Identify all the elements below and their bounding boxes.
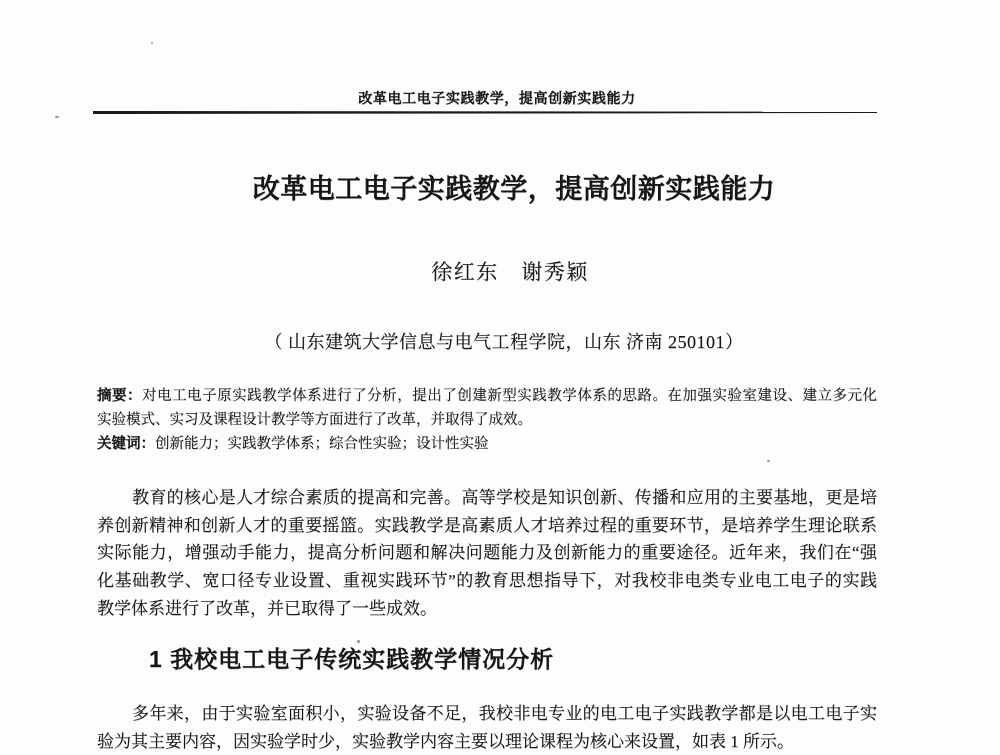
text-line: 化基础教学、宽口径专业设置、重视实践环节”的教育思想指导下，对我校非电类专业电工电子的实践 [97, 571, 877, 591]
running-header: 改革电工电子实践教学，提高创新实践能力 [358, 90, 636, 106]
text-line: 教育的核心是人才综合素质的提高和完善。高等学校是知识创新、传播和应用的主要基地，更是培 [132, 488, 877, 507]
scan-speck [55, 116, 59, 118]
text-line: 实际能力，增强动手能力，提高分析问题和解决问题能力及创新能力的重要途径。近年来，我们在“强 [97, 543, 877, 563]
scan-speck [357, 640, 360, 643]
keywords-line [97, 432, 877, 456]
intro-paragraph [97, 484, 877, 623]
section1-heading: 1 我校电工电子传统实践教学情况分析 [149, 646, 555, 672]
keywords-label: 关键词： [97, 436, 155, 452]
header-rule [93, 111, 877, 114]
text-line: 教学体系进行了改革，并已取得了一些成效。 [97, 598, 437, 618]
text-line: 摘要：对电工电子原实践教学体系进行了分析，提出了创建新型实践教学体系的思路。在加强实验室建设、建立多元化 [97, 388, 877, 404]
authors: 徐红东 谢秀颖 [431, 260, 589, 284]
affiliation: （ 山东建筑大学信息与电气工程学院，山东 济南 250101） [264, 332, 744, 352]
abstract-block [97, 384, 877, 456]
text-line: 多年来，由于实验室面积小，实验设备不足，我校非电专业的电工电子实践教学都是以电工电子实 [132, 704, 877, 723]
abstract-text [97, 384, 877, 432]
scan-speck [767, 460, 770, 462]
text-line: 养创新精神和创新人才的重要摇篮。实践教学是高素质人才培养过程的重要环节，是培养学生理论联系 [97, 515, 877, 535]
scan-speck [151, 42, 153, 44]
abstract-label: 摘要： [97, 388, 143, 404]
keywords-text: 创新能力；实践教学体系；综合性实验；设计性实验 [155, 436, 489, 452]
page-title: 改革电工电子实践教学，提高创新实践能力 [252, 174, 776, 204]
text-line: 实验模式、实习及课程设计教学等方面进行了改革，并取得了成效。 [97, 412, 532, 428]
text-line: 验为其主要内容，因实验学时少，实验教学内容主要以理论课程为核心来设置，如表 1 所示。 [97, 731, 794, 751]
